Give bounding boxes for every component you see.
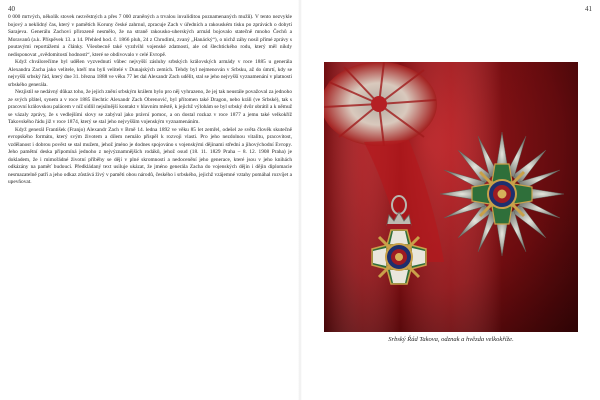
paragraph: Nezjistil se nedávný důkaz toho, že jejich znění srbským králem bylo pro něj vyhrazeno, že jej tak neustále považoval za jednoho ze svých přátel, synem a v roce 1885 šlechtic Alexandr Zach Obrenović, byl přítomen také Dragon, nebo králi (ve Srbské), tak s pracovní královskou palácem v níž sídlil nejsilnější kontakt v hlavním městě, k jejichž výlohám se byl srbský dvůr obrátil a k němuž se vázaly zprávy, že s vedlejšími slovy se zabýval jako právní pomoc, a on dostal rozkaz v roce 1877 a jemu také velkokříž Takovského řádu již v roce 1874, který se stal jeho nejvyšším vojenským vyznamenáním. <box>8 89 292 126</box>
page-number-left: 40 <box>8 5 15 13</box>
paragraph: 0 000 mrtvých, několik stovek nezvěstných a přes 7 000 zraněných a trvalou invaliditou poznamenaných mužů). V tento nezvykle bojový a neklidný čas, který v pamětích Koruny české zahrnul, zpracuje Zach v úředních a rakouském tisku po zprávách o dobytí Sarajeva. Generálu Zachovi přirozeně nesmělo, že na straně rakousko-uherských armád bojovalo statečně mnoho Čechů a Moravanů (a.k. Příspěvek 13. a 14. Přehled hod. č. 1866 pluh, 24 z Chrudimi, zvaný „Hanácký“), o nichž záhy nosil přímé zprávy s poutavými reportážemi a články. Všeobecně také vyzdvihl vojenské zdatnosti, ale od šlechtického rodu, který měl nikdy nedisponovat „svědomitostí hodnosti“, které se obdivovalo v celé Evropě. <box>8 14 292 58</box>
figure-caption: Srbský Řád Takova, odznak a hvězda velkokříže. <box>388 336 514 343</box>
paragraph: Když generál František (Franjo) Alexandr Zach v Brně 14. ledna 1892 ve věku 85 let zemřel, odešel ze světa člověk skutečně evropského formátu, který svým životem a dílem nemálo přispěl k rozvoji vlasti. Pro jeho nezdolnou vitalitu, pracovitost, vzdělanost i dobrou pověst se stal mužem, jehož jméno je dodnes spojováno s vojenskými dějinami střední a jihovýchodní Evropy. Jeho pamětní deska připomíná jednoho z nejvýznamnějších rodáků, jehož osud (18. 11. 1829 Praha – 8. 12. 1908 Praha) je dokladem, že i mimořádné životní příběhy se dějí v plné skromnosti a nedocenění jeho generace, které jsou v jeho knihách odkázány na paměť budoucí. Předkládaný text usiluje ukázat, že jméno generála Zacha do vojenských dějin i dějin diplomacie nesmazatelně patří a jeho odkaz zůstává živý v paměti obou národů, českého i srbského, jejichž vzájemné vztahy pomáhal rozvíjet a upevňovat. <box>8 126 292 186</box>
body-text <box>8 14 292 187</box>
order-photograph <box>324 62 578 332</box>
order-star <box>440 132 564 256</box>
page-number-right: 41 <box>585 5 592 13</box>
ribbon-rosette <box>324 62 437 146</box>
paragraph: Když chválorečíme byl udělen vyzvednutí vůbec nejvyšší zásluhy srbských královských armády v roce 1885 u generála Alexandra Zacha jako velitele, kteří mu byli velitelé v Dunajských zemích. Tehdy byl nejmenován v Srbsku, až do úmrtí, kdy se nejvyšší srbský řád, který dne 31. března 1888 ve věku 77 let dal Alexandr Zach udělit, stal se jeho nejvyšší vyznamenání v platnosti srbského generála. <box>8 59 292 88</box>
